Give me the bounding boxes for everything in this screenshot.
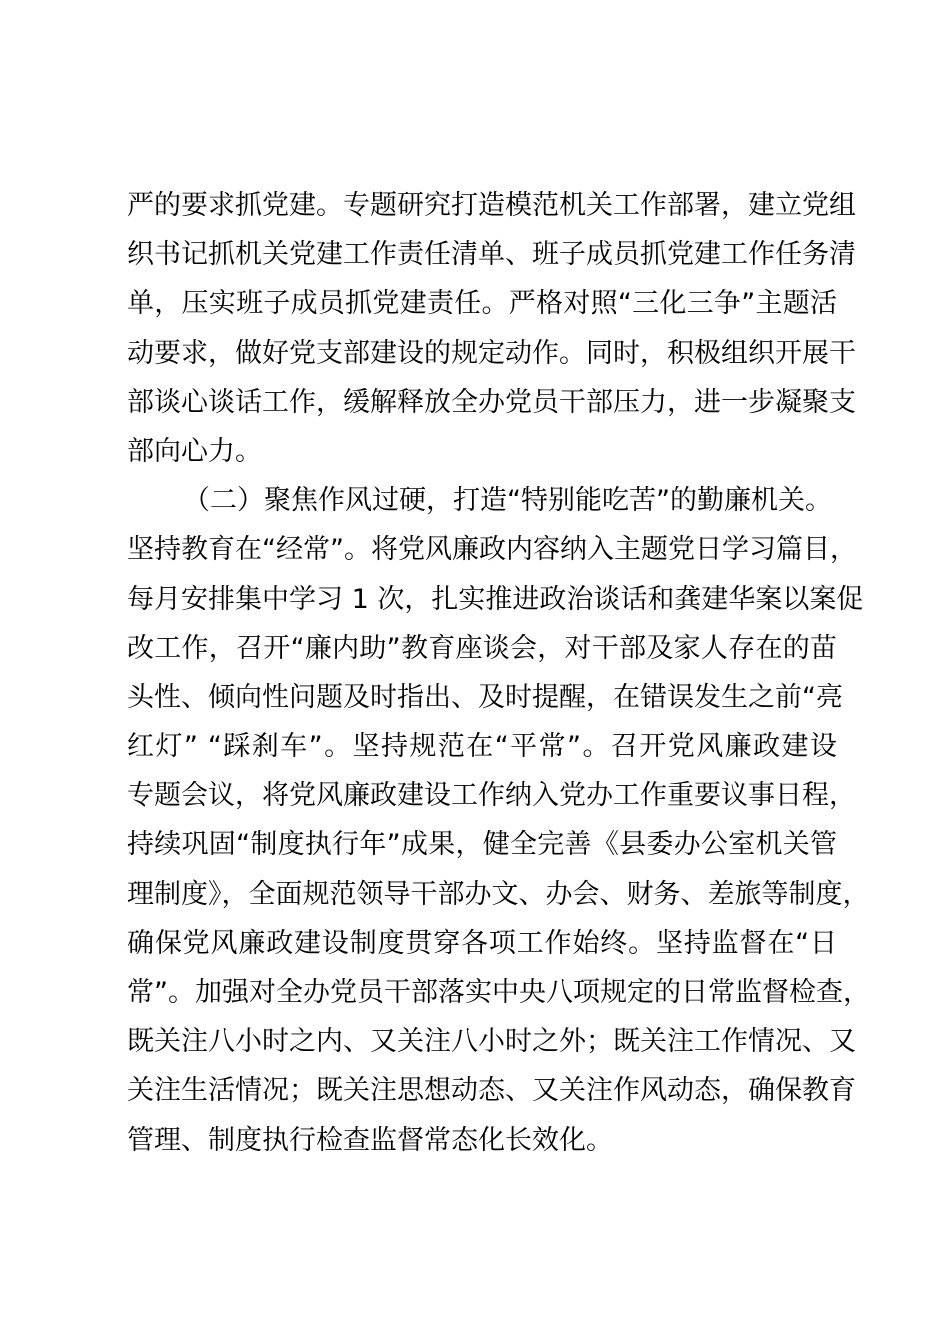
- body-text: [127, 181, 870, 1165]
- text-line: 严的要求抓党建。专题研究打造模范机关工作部署，建立党组: [127, 190, 856, 221]
- text-line: 单，压实班子成员抓党建责任。严格对照“三化三争”主题活: [127, 288, 837, 320]
- text-line: 确保党风廉政建设制度贯穿各项工作始终。坚持监督在“日: [127, 927, 837, 959]
- text-line: 理制度》，全面规范领导干部办文、办会、财务、差旅等制度，: [127, 878, 870, 910]
- text-line: 头性、倾向性问题及时指出、及时提醒，在错误发生之前“亮: [127, 681, 843, 713]
- text-line: 红灯” “踩刹车”。坚持规范在“平常”。召开党风廉政建设: [127, 731, 837, 763]
- text-line: 专题会议，将党风廉政建设工作纳入党办工作重要议事日程，: [127, 780, 856, 812]
- text-line: 动要求，做好党支部建设的规定动作。同时，积极组织开展干: [127, 337, 856, 369]
- text-line: 部谈心谈话工作，缓解释放全办党员干部压力，进一步凝聚支: [127, 386, 856, 418]
- text-line: 关注生活情况；既关注思想动态、又关注作风动态，确保教育: [127, 1075, 856, 1107]
- paragraph: [127, 476, 870, 1165]
- text-line: 改工作，召开“廉内助”教育座谈会，对干部及家人存在的苗: [127, 632, 837, 664]
- text-line: 部向心力。: [127, 435, 262, 467]
- paragraph: [127, 181, 856, 476]
- text-line: 织书记抓机关党建工作责任清单、班子成员抓党建工作任务清: [127, 239, 856, 271]
- text-line: 管理、制度执行检查监督常态化长效化。: [127, 1124, 613, 1156]
- text-line: 持续巩固“制度执行年”成果，健全完善《县委办公室机关管: [127, 829, 837, 861]
- text-line: 常”。加强对全办党员干部落实中央八项规定的日常监督检查，: [127, 977, 870, 1008]
- section-heading: （二）聚焦作风过硬，打造“特别能吃苦”的勤廉机关。: [183, 485, 832, 517]
- text-line: 每月安排集中学习 1 次，扎实推进政治谈话和龚建华案以案促: [127, 583, 864, 615]
- text-line: 既关注八小时之内、又关注八小时之外；既关注工作情况、又: [127, 1026, 856, 1058]
- text-line: 坚持教育在“经常”。将党风廉政内容纳入主题党日学习篇目，: [127, 534, 857, 566]
